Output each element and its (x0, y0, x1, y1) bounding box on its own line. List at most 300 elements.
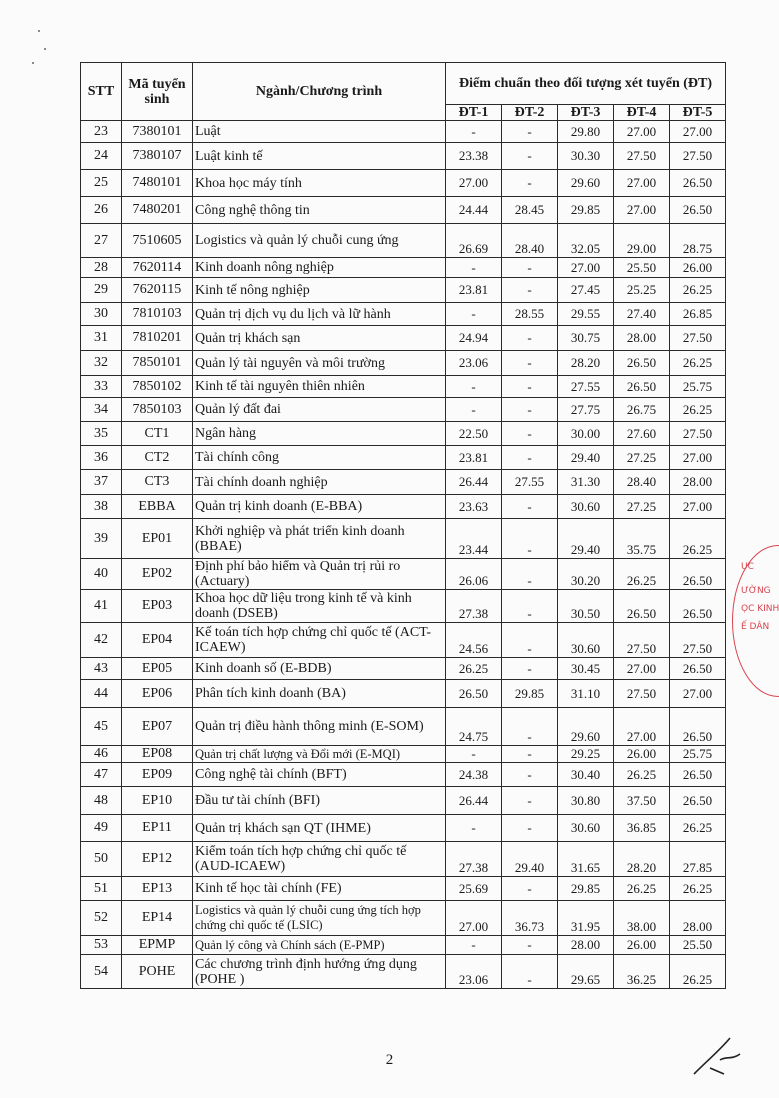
row-score-dt-4: 26.00 (614, 936, 670, 955)
row-nganh: Công nghệ tài chính (BFT) (193, 763, 446, 787)
row-score-dt-5: 25.50 (670, 936, 726, 955)
row-score-dt-5: 28.00 (670, 901, 726, 936)
row-stt: 45 (81, 708, 122, 746)
row-score-dt-5: 28.75 (670, 224, 726, 258)
row-score-dt-1: - (446, 303, 502, 326)
row-score-dt-4: 26.75 (614, 398, 670, 422)
row-ma-tuyen-sinh: 7850101 (122, 351, 193, 376)
row-score-dt-5: 26.25 (670, 877, 726, 901)
table-row (81, 422, 726, 446)
table-row (81, 590, 726, 623)
row-score-dt-5: 26.50 (670, 559, 726, 590)
row-nganh: Quản trị dịch vụ du lịch và lữ hành (193, 303, 446, 326)
row-score-dt-1: 23.06 (446, 351, 502, 376)
row-score-dt-4: 25.25 (614, 278, 670, 303)
row-score-dt-4: 38.00 (614, 901, 670, 936)
row-score-dt-3: 31.10 (558, 680, 614, 708)
row-score-dt-4: 36.85 (614, 815, 670, 842)
table-row (81, 398, 726, 422)
row-score-dt-5: 26.50 (670, 658, 726, 680)
row-stt: 52 (81, 901, 122, 936)
row-score-dt-1: 23.38 (446, 143, 502, 170)
row-nganh: Logistics và quản lý chuỗi cung ứng (193, 224, 446, 258)
row-score-dt-4: 28.00 (614, 326, 670, 351)
row-score-dt-1: - (446, 936, 502, 955)
row-ma-tuyen-sinh: EP06 (122, 680, 193, 708)
row-nganh: Kinh tế tài nguyên thiên nhiên (193, 376, 446, 398)
row-stt: 53 (81, 936, 122, 955)
row-score-dt-5: 26.00 (670, 258, 726, 278)
row-nganh: Định phí bảo hiểm và Quản trị rủi ro (Actuary) (193, 559, 446, 590)
row-ma-tuyen-sinh: EP10 (122, 787, 193, 815)
row-score-dt-5: 26.50 (670, 197, 726, 224)
row-nganh: Đầu tư tài chính (BFI) (193, 787, 446, 815)
row-score-dt-3: 29.60 (558, 708, 614, 746)
row-score-dt-1: 26.06 (446, 559, 502, 590)
row-score-dt-2: 36.73 (502, 901, 558, 936)
row-score-dt-3: 29.65 (558, 955, 614, 989)
row-ma-tuyen-sinh: 7380101 (122, 121, 193, 143)
row-ma-tuyen-sinh: POHE (122, 955, 193, 989)
row-stt: 33 (81, 376, 122, 398)
row-score-dt-2: - (502, 658, 558, 680)
row-score-dt-4: 27.25 (614, 446, 670, 470)
row-score-dt-3: 29.80 (558, 121, 614, 143)
row-score-dt-5: 25.75 (670, 376, 726, 398)
row-stt: 50 (81, 842, 122, 877)
row-nganh: Kinh doanh nông nghiệp (193, 258, 446, 278)
row-stt: 29 (81, 278, 122, 303)
row-score-dt-5: 26.25 (670, 955, 726, 989)
row-nganh: Tài chính công (193, 446, 446, 470)
row-nganh: Ngân hàng (193, 422, 446, 446)
row-nganh: Logistics và quản lý chuỗi cung ứng tích hợp chứng chỉ quốc tế (LSIC) (193, 901, 446, 936)
table-row (81, 658, 726, 680)
row-score-dt-1: 27.00 (446, 170, 502, 197)
table-row (81, 519, 726, 559)
row-score-dt-4: 27.50 (614, 623, 670, 658)
row-score-dt-4: 27.50 (614, 143, 670, 170)
header-nganh: Ngành/Chương trình (193, 63, 446, 121)
row-score-dt-3: 30.45 (558, 658, 614, 680)
row-stt: 46 (81, 746, 122, 763)
row-nganh: Tài chính doanh nghiệp (193, 470, 446, 495)
row-stt: 24 (81, 143, 122, 170)
row-score-dt-4: 26.25 (614, 763, 670, 787)
row-nganh: Khoa học máy tính (193, 170, 446, 197)
table-row (81, 623, 726, 658)
row-score-dt-1: - (446, 121, 502, 143)
row-stt: 34 (81, 398, 122, 422)
row-score-dt-2: - (502, 422, 558, 446)
table-row (81, 815, 726, 842)
row-score-dt-1: 26.44 (446, 470, 502, 495)
row-score-dt-3: 29.55 (558, 303, 614, 326)
row-score-dt-3: 28.20 (558, 351, 614, 376)
row-score-dt-5: 26.50 (670, 787, 726, 815)
row-stt: 48 (81, 787, 122, 815)
row-score-dt-4: 27.00 (614, 658, 670, 680)
row-stt: 38 (81, 495, 122, 519)
row-score-dt-1: 26.69 (446, 224, 502, 258)
row-score-dt-1: 23.63 (446, 495, 502, 519)
row-score-dt-2: - (502, 519, 558, 559)
row-stt: 30 (81, 303, 122, 326)
row-score-dt-1: 24.44 (446, 197, 502, 224)
row-nganh: Khởi nghiệp và phát triển kinh doanh (BBAE) (193, 519, 446, 559)
table-row (81, 376, 726, 398)
table-row (81, 842, 726, 877)
row-ma-tuyen-sinh: 7850102 (122, 376, 193, 398)
header-dt-1: ĐT-1 (446, 105, 502, 121)
row-ma-tuyen-sinh: EP02 (122, 559, 193, 590)
stamp-text-4: Ế DÂN (741, 622, 770, 632)
row-score-dt-3: 30.30 (558, 143, 614, 170)
row-score-dt-3: 30.40 (558, 763, 614, 787)
row-ma-tuyen-sinh: CT2 (122, 446, 193, 470)
row-score-dt-3: 30.60 (558, 815, 614, 842)
row-ma-tuyen-sinh: 7480101 (122, 170, 193, 197)
row-nganh: Luật kinh tế (193, 143, 446, 170)
row-score-dt-2: - (502, 746, 558, 763)
row-score-dt-5: 26.25 (670, 519, 726, 559)
row-score-dt-1: 25.69 (446, 877, 502, 901)
table-row (81, 470, 726, 495)
table-row (81, 763, 726, 787)
row-score-dt-4: 27.60 (614, 422, 670, 446)
row-ma-tuyen-sinh: 7810201 (122, 326, 193, 351)
table-row (81, 351, 726, 376)
row-stt: 39 (81, 519, 122, 559)
row-ma-tuyen-sinh: EBBA (122, 495, 193, 519)
row-stt: 43 (81, 658, 122, 680)
row-score-dt-3: 28.00 (558, 936, 614, 955)
row-score-dt-5: 26.85 (670, 303, 726, 326)
row-score-dt-1: 26.50 (446, 680, 502, 708)
row-ma-tuyen-sinh: EP04 (122, 623, 193, 658)
row-score-dt-2: - (502, 143, 558, 170)
row-score-dt-2: - (502, 170, 558, 197)
row-score-dt-2: - (502, 815, 558, 842)
row-score-dt-3: 32.05 (558, 224, 614, 258)
row-score-dt-3: 31.95 (558, 901, 614, 936)
row-nganh: Kinh tế nông nghiệp (193, 278, 446, 303)
row-ma-tuyen-sinh: EP11 (122, 815, 193, 842)
row-score-dt-2: - (502, 495, 558, 519)
row-score-dt-4: 26.25 (614, 559, 670, 590)
table-row (81, 143, 726, 170)
row-ma-tuyen-sinh: 7620114 (122, 258, 193, 278)
row-stt: 42 (81, 623, 122, 658)
row-score-dt-1: 24.56 (446, 623, 502, 658)
row-score-dt-5: 26.50 (670, 590, 726, 623)
row-score-dt-4: 25.50 (614, 258, 670, 278)
table-row (81, 877, 726, 901)
row-nganh: Quản trị khách sạn (193, 326, 446, 351)
row-ma-tuyen-sinh: EP09 (122, 763, 193, 787)
row-score-dt-5: 26.25 (670, 398, 726, 422)
row-ma-tuyen-sinh: EP13 (122, 877, 193, 901)
row-score-dt-4: 26.50 (614, 590, 670, 623)
stamp-text-3: ỌC KINH (741, 604, 779, 614)
row-score-dt-1: 24.38 (446, 763, 502, 787)
table-row (81, 303, 726, 326)
header-dt-5: ĐT-5 (670, 105, 726, 121)
table-row (81, 680, 726, 708)
row-stt: 23 (81, 121, 122, 143)
row-ma-tuyen-sinh: CT3 (122, 470, 193, 495)
row-ma-tuyen-sinh: 7850103 (122, 398, 193, 422)
row-score-dt-3: 29.40 (558, 446, 614, 470)
row-score-dt-4: 37.50 (614, 787, 670, 815)
row-score-dt-3: 27.55 (558, 376, 614, 398)
row-score-dt-3: 29.60 (558, 170, 614, 197)
row-score-dt-1: 27.00 (446, 901, 502, 936)
row-score-dt-2: - (502, 351, 558, 376)
row-ma-tuyen-sinh: EP03 (122, 590, 193, 623)
row-score-dt-4: 26.00 (614, 746, 670, 763)
row-score-dt-5: 27.00 (670, 121, 726, 143)
row-score-dt-2: - (502, 877, 558, 901)
row-score-dt-2: - (502, 446, 558, 470)
row-score-dt-4: 29.00 (614, 224, 670, 258)
row-score-dt-4: 28.40 (614, 470, 670, 495)
row-score-dt-1: - (446, 746, 502, 763)
row-stt: 36 (81, 446, 122, 470)
row-score-dt-5: 27.50 (670, 326, 726, 351)
row-score-dt-2: 29.85 (502, 680, 558, 708)
row-score-dt-2: - (502, 258, 558, 278)
row-stt: 28 (81, 258, 122, 278)
table-row (81, 121, 726, 143)
table-row (81, 901, 726, 936)
row-score-dt-3: 30.50 (558, 590, 614, 623)
header-dt-4: ĐT-4 (614, 105, 670, 121)
row-score-dt-3: 29.40 (558, 519, 614, 559)
page-number: 2 (385, 1052, 394, 1068)
row-stt: 44 (81, 680, 122, 708)
row-score-dt-5: 25.75 (670, 746, 726, 763)
row-score-dt-1: 26.25 (446, 658, 502, 680)
row-ma-tuyen-sinh: 7510605 (122, 224, 193, 258)
row-stt: 40 (81, 559, 122, 590)
stamp-text-2: ƯỜNG (741, 586, 771, 596)
row-stt: 51 (81, 877, 122, 901)
row-stt: 49 (81, 815, 122, 842)
row-stt: 32 (81, 351, 122, 376)
stamp-text-1: ỤC (741, 562, 754, 572)
row-score-dt-4: 27.50 (614, 680, 670, 708)
row-score-dt-2: 28.45 (502, 197, 558, 224)
row-nganh: Quản lý công và Chính sách (E-PMP) (193, 936, 446, 955)
row-score-dt-3: 29.85 (558, 877, 614, 901)
row-score-dt-1: - (446, 398, 502, 422)
row-score-dt-5: 27.50 (670, 623, 726, 658)
row-ma-tuyen-sinh: EP01 (122, 519, 193, 559)
row-nganh: Kinh tế học tài chính (FE) (193, 877, 446, 901)
row-ma-tuyen-sinh: 7810103 (122, 303, 193, 326)
table-row (81, 708, 726, 746)
row-score-dt-1: 23.81 (446, 446, 502, 470)
row-score-dt-4: 26.50 (614, 376, 670, 398)
header-ma: Mã tuyển sinh (122, 63, 193, 121)
row-score-dt-2: - (502, 326, 558, 351)
table-row (81, 446, 726, 470)
row-score-dt-1: 23.06 (446, 955, 502, 989)
row-nganh: Các chương trình định hướng ứng dụng (POHE ) (193, 955, 446, 989)
table-body (81, 121, 726, 989)
header-dt-2: ĐT-2 (502, 105, 558, 121)
table-row (81, 559, 726, 590)
row-score-dt-2: 29.40 (502, 842, 558, 877)
table-row (81, 787, 726, 815)
row-ma-tuyen-sinh: EPMP (122, 936, 193, 955)
row-score-dt-5: 26.25 (670, 351, 726, 376)
row-score-dt-2: - (502, 763, 558, 787)
row-score-dt-2: - (502, 955, 558, 989)
row-score-dt-2: - (502, 121, 558, 143)
row-score-dt-2: - (502, 708, 558, 746)
row-score-dt-3: 30.80 (558, 787, 614, 815)
row-score-dt-5: 26.50 (670, 763, 726, 787)
row-score-dt-3: 30.00 (558, 422, 614, 446)
row-score-dt-4: 27.00 (614, 197, 670, 224)
row-score-dt-2: - (502, 398, 558, 422)
row-score-dt-5: 26.25 (670, 278, 726, 303)
row-score-dt-2: - (502, 559, 558, 590)
signature-mark (690, 1030, 750, 1080)
row-nganh: Kiểm toán tích hợp chứng chỉ quốc tế (AUD-ICAEW) (193, 842, 446, 877)
row-nganh: Kế toán tích hợp chứng chỉ quốc tế (ACT-ICAEW) (193, 623, 446, 658)
row-score-dt-4: 27.00 (614, 708, 670, 746)
row-score-dt-4: 36.25 (614, 955, 670, 989)
row-score-dt-4: 27.25 (614, 495, 670, 519)
row-score-dt-4: 26.25 (614, 877, 670, 901)
row-score-dt-2: - (502, 623, 558, 658)
row-nganh: Quản lý tài nguyên và môi trường (193, 351, 446, 376)
row-ma-tuyen-sinh: EP12 (122, 842, 193, 877)
row-score-dt-2: 27.55 (502, 470, 558, 495)
row-score-dt-5: 27.00 (670, 680, 726, 708)
row-nganh: Quản trị chất lượng và Đổi mới (E-MQI) (193, 746, 446, 763)
row-score-dt-3: 31.65 (558, 842, 614, 877)
row-score-dt-2: - (502, 278, 558, 303)
row-stt: 25 (81, 170, 122, 197)
row-score-dt-5: 26.50 (670, 708, 726, 746)
table-row (81, 495, 726, 519)
row-score-dt-5: 28.00 (670, 470, 726, 495)
row-stt: 26 (81, 197, 122, 224)
row-ma-tuyen-sinh: 7380107 (122, 143, 193, 170)
row-ma-tuyen-sinh: EP07 (122, 708, 193, 746)
row-nganh: Quản trị điều hành thông minh (E-SOM) (193, 708, 446, 746)
row-stt: 47 (81, 763, 122, 787)
row-score-dt-5: 27.85 (670, 842, 726, 877)
row-score-dt-1: 22.50 (446, 422, 502, 446)
row-score-dt-3: 27.75 (558, 398, 614, 422)
row-score-dt-5: 27.00 (670, 495, 726, 519)
row-score-dt-4: 26.50 (614, 351, 670, 376)
row-nganh: Kinh doanh số (E-BDB) (193, 658, 446, 680)
row-ma-tuyen-sinh: EP08 (122, 746, 193, 763)
row-nganh: Quản lý đất đai (193, 398, 446, 422)
red-seal-stamp (732, 545, 779, 697)
table-row (81, 936, 726, 955)
row-ma-tuyen-sinh: EP14 (122, 901, 193, 936)
row-stt: 37 (81, 470, 122, 495)
table-row (81, 224, 726, 258)
row-score-dt-2: - (502, 787, 558, 815)
row-score-dt-5: 27.50 (670, 422, 726, 446)
table-row (81, 197, 726, 224)
row-nganh: Công nghệ thông tin (193, 197, 446, 224)
row-ma-tuyen-sinh: 7480201 (122, 197, 193, 224)
row-nganh: Quản trị khách sạn QT (IHME) (193, 815, 446, 842)
row-score-dt-5: 26.25 (670, 815, 726, 842)
row-score-dt-1: - (446, 376, 502, 398)
header-stt: STT (81, 63, 122, 121)
row-score-dt-3: 27.00 (558, 258, 614, 278)
scan-speck (38, 30, 40, 32)
row-ma-tuyen-sinh: EP05 (122, 658, 193, 680)
row-stt: 54 (81, 955, 122, 989)
row-score-dt-3: 29.85 (558, 197, 614, 224)
row-stt: 27 (81, 224, 122, 258)
admission-score-table (80, 62, 726, 989)
row-score-dt-1: 27.38 (446, 590, 502, 623)
row-score-dt-2: 28.55 (502, 303, 558, 326)
row-score-dt-2: - (502, 590, 558, 623)
header-score-group: Điểm chuẩn theo đối tượng xét tuyển (ĐT) (446, 63, 726, 105)
row-nganh: Luật (193, 121, 446, 143)
row-score-dt-3: 30.60 (558, 623, 614, 658)
row-score-dt-4: 35.75 (614, 519, 670, 559)
row-score-dt-3: 31.30 (558, 470, 614, 495)
row-nganh: Phân tích kinh doanh (BA) (193, 680, 446, 708)
row-stt: 31 (81, 326, 122, 351)
row-score-dt-3: 29.25 (558, 746, 614, 763)
row-score-dt-3: 27.45 (558, 278, 614, 303)
row-score-dt-2: 28.40 (502, 224, 558, 258)
row-score-dt-5: 27.50 (670, 143, 726, 170)
row-score-dt-4: 27.00 (614, 170, 670, 197)
row-nganh: Khoa học dữ liệu trong kinh tế và kinh doanh (DSEB) (193, 590, 446, 623)
table-row (81, 278, 726, 303)
table-row (81, 170, 726, 197)
row-score-dt-1: 24.94 (446, 326, 502, 351)
row-score-dt-1: 24.75 (446, 708, 502, 746)
row-score-dt-3: 30.60 (558, 495, 614, 519)
table-row (81, 326, 726, 351)
row-nganh: Quản trị kinh doanh (E-BBA) (193, 495, 446, 519)
row-score-dt-4: 27.00 (614, 121, 670, 143)
table-row (81, 746, 726, 763)
row-score-dt-1: - (446, 815, 502, 842)
row-stt: 41 (81, 590, 122, 623)
row-ma-tuyen-sinh: CT1 (122, 422, 193, 446)
row-score-dt-5: 27.00 (670, 446, 726, 470)
table-row (81, 258, 726, 278)
row-score-dt-4: 27.40 (614, 303, 670, 326)
row-score-dt-4: 28.20 (614, 842, 670, 877)
row-score-dt-2: - (502, 936, 558, 955)
row-score-dt-1: 26.44 (446, 787, 502, 815)
row-score-dt-1: 23.81 (446, 278, 502, 303)
table-row (81, 955, 726, 989)
scan-speck (32, 62, 34, 64)
row-score-dt-1: - (446, 258, 502, 278)
row-score-dt-3: 30.75 (558, 326, 614, 351)
